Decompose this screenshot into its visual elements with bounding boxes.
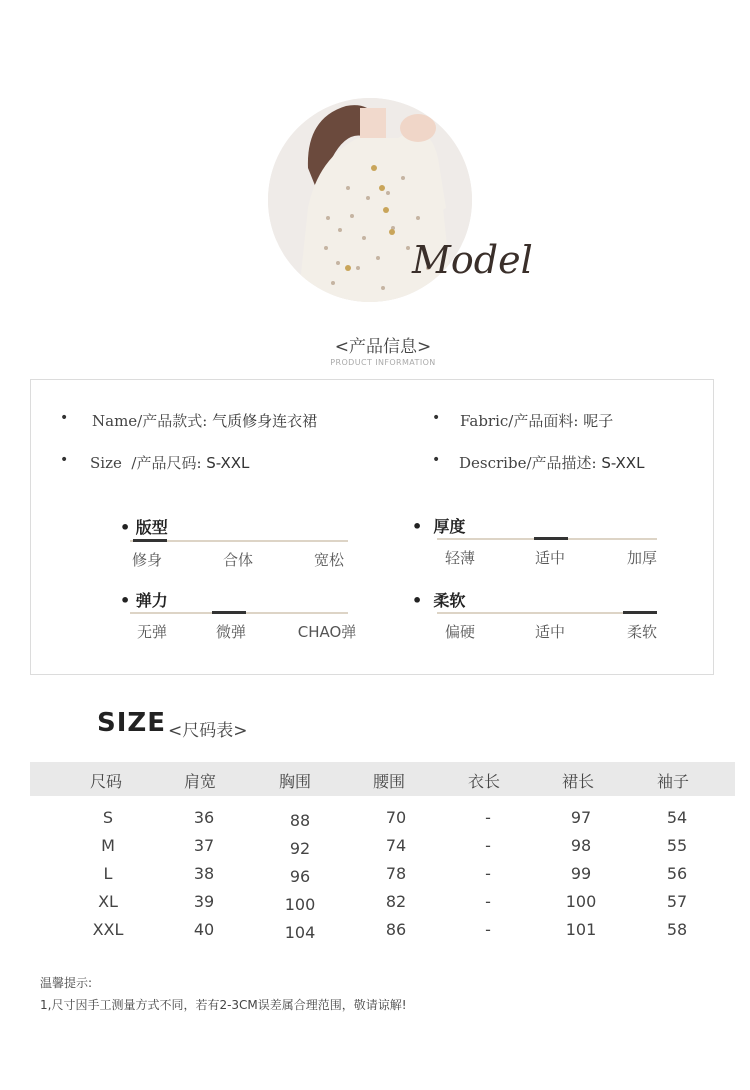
- size-cell: XL: [98, 892, 118, 911]
- size-cell: 104: [284, 923, 316, 942]
- model-script-label: Model: [412, 238, 533, 282]
- field-describe: [459, 452, 644, 473]
- size-title: SIZE: [97, 708, 167, 738]
- size-cell: 39: [193, 892, 215, 911]
- size-cell: 37: [193, 836, 215, 855]
- scale-fit-option: 宽松: [313, 551, 344, 569]
- scale-thickness-option: 加厚: [626, 549, 657, 567]
- bullet-icon: •: [432, 452, 441, 468]
- size-cell: 74: [385, 836, 407, 855]
- size-cell: -: [485, 864, 491, 883]
- notice-title: 温馨提示:: [40, 976, 93, 990]
- scale-fit-marker: [133, 539, 167, 542]
- size-cell: 78: [385, 864, 407, 883]
- scale-fit-option: 合体: [222, 551, 253, 569]
- field-name-key: Name/产品款式:: [92, 412, 208, 430]
- bullet-icon: •: [412, 517, 434, 536]
- scale-thickness-marker: [534, 537, 568, 540]
- size-cell: L: [103, 864, 113, 883]
- size-cell: 88: [289, 811, 311, 830]
- size-cell: -: [485, 836, 491, 855]
- scale-elastic-marker: [212, 611, 246, 614]
- size-table-header: 裙长: [561, 772, 594, 791]
- size-table-header: 腰围: [372, 772, 405, 791]
- product-info-subtitle: PRODUCT INFORMATION: [330, 358, 436, 367]
- size-cell: M: [101, 836, 115, 855]
- field-size: [90, 452, 249, 473]
- size-cell: S: [102, 808, 114, 827]
- notice-text: 1,尺寸因手工测量方式不同，若有2-3CM误差属合理范围，敬请谅解!: [40, 998, 407, 1012]
- size-table-header: 肩宽: [183, 772, 216, 791]
- size-cell: -: [485, 808, 491, 827]
- field-fabric-key: Fabric/产品面料:: [460, 412, 579, 430]
- scale-elastic-option: 微弹: [215, 623, 246, 641]
- size-table-header: 袖子: [656, 772, 689, 791]
- size-cell: 96: [289, 867, 311, 886]
- size-cell: 38: [193, 864, 215, 883]
- size-table-header: 胸围: [278, 772, 311, 791]
- field-describe-value: S-XXL: [601, 454, 645, 472]
- size-cell: 40: [193, 920, 215, 939]
- size-cell: XXL: [92, 920, 124, 939]
- size-cell: 101: [565, 920, 597, 939]
- scale-thickness-option: 适中: [534, 549, 565, 567]
- product-info-title: <产品信息>: [334, 337, 432, 357]
- size-cell: 54: [666, 808, 688, 827]
- size-cell: 92: [289, 839, 311, 858]
- scale-elastic-option: 无弹: [136, 623, 167, 641]
- size-cell: -: [485, 892, 491, 911]
- size-cell: 58: [666, 920, 688, 939]
- size-table-header: 衣长: [467, 772, 500, 791]
- size-subtitle: <尺码表>: [168, 721, 248, 741]
- bullet-icon: •: [120, 518, 136, 537]
- size-cell: 99: [570, 864, 592, 883]
- size-table-header: 尺码: [89, 772, 122, 791]
- field-fabric: [460, 410, 613, 431]
- size-cell: 56: [666, 864, 688, 883]
- field-name-value: 气质修身连衣裙: [212, 412, 318, 430]
- size-cell: 70: [385, 808, 407, 827]
- bullet-icon: •: [60, 452, 69, 468]
- field-fabric-value: 呢子: [583, 412, 614, 430]
- bullet-icon: •: [60, 410, 69, 426]
- scale-thickness-title: • 厚度: [412, 517, 466, 536]
- size-cell: 97: [570, 808, 592, 827]
- scale-softness-marker: [623, 611, 657, 614]
- scale-fit-option: 修身: [131, 551, 162, 569]
- size-cell: 36: [193, 808, 215, 827]
- scale-fit-title: • 版型: [120, 518, 168, 537]
- scale-softness-option: 偏硬: [444, 623, 475, 641]
- field-size-value: S-XXL: [206, 454, 250, 472]
- bullet-icon: •: [120, 591, 136, 610]
- scale-softness-title: • 柔软: [412, 591, 466, 610]
- size-cell: 100: [284, 895, 316, 914]
- field-size-key: Size /产品尺码:: [90, 454, 202, 472]
- size-cell: -: [485, 920, 491, 939]
- field-describe-key: Describe/产品描述:: [459, 454, 597, 472]
- size-cell: 86: [385, 920, 407, 939]
- size-cell: 55: [666, 836, 688, 855]
- size-cell: 57: [666, 892, 688, 911]
- size-cell: 100: [565, 892, 597, 911]
- size-cell: 98: [570, 836, 592, 855]
- bullet-icon: •: [432, 410, 441, 426]
- scale-softness-option: 柔软: [626, 623, 657, 641]
- scale-thickness-option: 轻薄: [444, 549, 475, 567]
- scale-elastic-option: CHAO弹: [297, 623, 357, 641]
- size-cell: 82: [385, 892, 407, 911]
- field-name: [92, 410, 317, 431]
- bullet-icon: •: [412, 591, 434, 610]
- scale-elastic-title: • 弹力: [120, 591, 168, 610]
- scale-softness-option: 适中: [534, 623, 565, 641]
